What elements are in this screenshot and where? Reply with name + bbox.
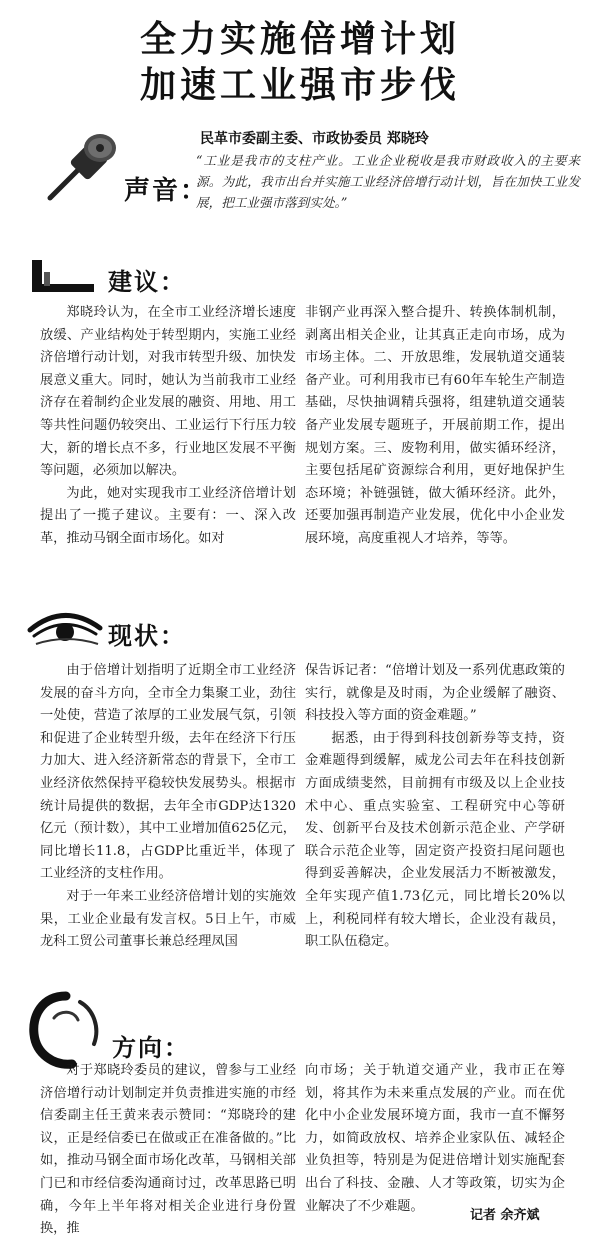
status-left-column [40,660,296,954]
voice-label: 声音： [124,176,209,206]
paragraph: 对于一年来工业经济倍增计划的实施效果，工业企业最有发言权。5日上午，市威龙科工贸公司董事长兼总经理凤国 [40,888,296,950]
quote-text: “工业是我市的支柱产业。工业企业税收是我市财政收入的主要来源。为此，我市出台并实施工业经济倍增行动计划，旨在加快工业发展，把工业强市落到实处。” [196,153,580,210]
reporter-credit: 记者 余齐斌 [470,1208,540,1223]
byline: 民革市委副主委、市政协委员 郑晓玲 [200,131,429,147]
paragraph: 由于倍增计划指明了近期全市工业经济发展的奋斗方向，全市全力集聚工业，劲往一处使，营造了浓厚的工业发展气氛，引领和促进了企业转型升级，去年在经济下行压力加大、进入经济新常态的背景下，全市工业经济依然保持平稳较快发展势头。根据市统计局提供的数据，去年全市GDP达1320亿元（预计数），其中工业增加值625亿元，同比增长11.8，占GDP比重近半，体现了工业经济的支柱作用。 [40,663,296,882]
section-title-direction: 方向： [112,1034,190,1062]
direction-right-column [305,1060,565,1218]
bar-blocks-icon [30,258,96,294]
section-title-status: 现状： [108,622,186,650]
paragraph: 非钢产业再深入整合提升、转换体制机制，剥离出相关企业，让其真正走向市场，成为市场主体。二、开放思维，发展轨道交通装备产业。可利用我市已有60年车轮生产制造基础，尽快抽调精兵强将，组建轨道交通装备产业发展专题班子，开展前期工作，提出规划方案。三、废物利用，做实循环经济，主要包括尾矿资源综合利用，更好地保护生态环境；补链强链，做大循环经济。此外，还要加强再制造产业发展，优化中小企业发展环境，高度重视人才培养，等等。 [305,305,565,546]
paragraph: 据悉，由于得到科技创新券等支持，资金难题得到缓解，威龙公司去年在科技创新方面成绩斐然，目前拥有市级及以上企业技术中心、重点实验室、工程研究中心等研发、创新平台及技术创新示范企业、产学研联合示范企业等，固定资产投资扫尾问题也得到妥善解决，企业发展活力不断被激发，全年实现产值1.73亿元，同比增长20%以上，利税同样有较大增长，企业没有裁员，职工队伍稳定。 [305,730,565,950]
eye-brush-icon [26,604,104,648]
section-title-suggestion: 建议： [108,268,186,296]
suggestion-left-column [40,302,296,551]
paragraph: 为此，她对实现我市工业经济倍增计划提出了一揽子建议。主要有：一、深入改革，推动马钢全面市场化。如对 [40,485,296,546]
paragraph: 郑晓玲认为，在全市工业经济增长速度放缓、产业结构处于转型期内，实施工业经济倍增行动计划，对我市转型升级、加快发展意义重大。同时，她认为当前我市工业经济存在着制约企业发展的融资、用地、用工等共性问题仍较突出、工业运行下行压力较大，新的增长点不多，行业地区发展不平衡等问题，必须加以解决。 [40,305,296,479]
status-right-column [305,660,565,954]
headline-line-2: 加速工业强市步伐 [139,65,460,106]
paragraph: 对于郑晓玲委员的建议，曾参与工业经济倍增行动计划制定并负责推进实施的市经信委副主任王黄来表示赞同：“郑晓玲的建议，正是经信委已在做或正在准备做的。”比如，推动马钢全面市场化改革，马钢相关部门已和市经信委沟通商讨过，改革思路已明确，今年上半年将对相关企业进行身份置换，推 [40,1063,296,1237]
headline-line-1: 全力实施倍增计划 [139,19,460,60]
paragraph: 向市场；关于轨道交通产业，我市正在筹划，将其作为未来重点发展的产业。而在优化中小企业发展环境方面，我市一直不懈努力，如简政放权、培养企业家队伍、减轻企业负担等，特别是为促进倍增计划实施配套出台了科技、金融、人才等政策，切实为企业解决了不少难题。 [305,1063,565,1214]
direction-left-column [40,1060,296,1241]
paragraph: 保告诉记者：“倍增计划及一系列优惠政策的实行，就像是及时雨，为企业缓解了融资、科技投入等方面的资金难题。” [305,663,565,724]
microphone-icon [42,128,120,206]
suggestion-right-column [305,302,565,551]
